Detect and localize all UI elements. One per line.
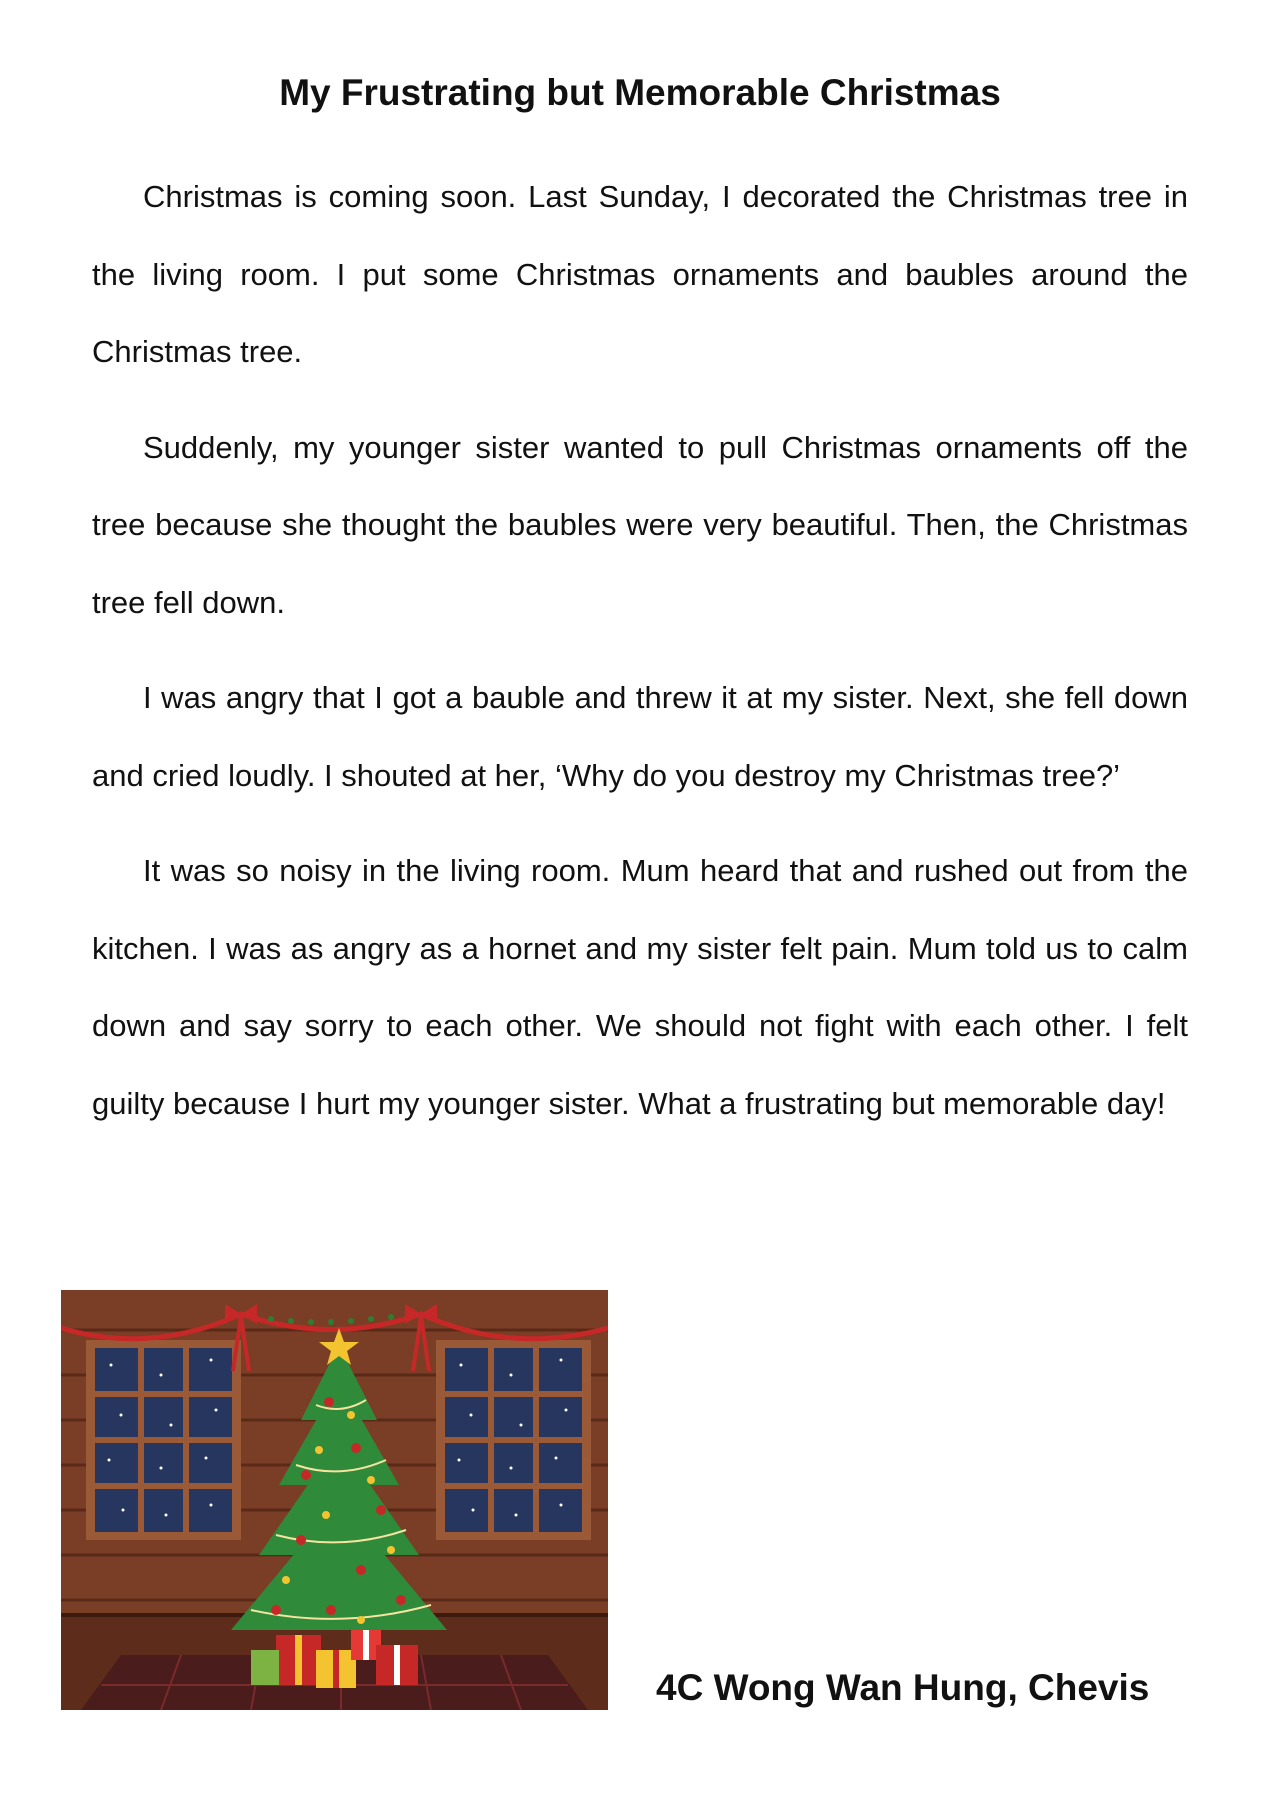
- christmas-tree-illustration: [61, 1290, 608, 1710]
- paragraph: I was angry that I got a bauble and threw it at my sister. Next, she fell down and cried loudly. I shouted at her, ‘Why do you destroy my Christmas tree?’: [92, 680, 1188, 793]
- christmas-scene: [61, 1290, 608, 1710]
- paragraph: Suddenly, my younger sister wanted to pull Christmas ornaments off the tree because she thought the baubles were very beautiful. Then, the Christmas tree fell down.: [92, 429, 1188, 620]
- paragraph: Christmas is coming soon. Last Sunday, I decorated the Christmas tree in the living room. I put some Christmas ornaments and baubles around the Christmas tree.: [92, 179, 1188, 369]
- right-window: [436, 1340, 591, 1540]
- essay-body: [92, 158, 1188, 1160]
- author-name: 4C Wong Wan Hung, Chevis: [656, 1667, 1150, 1708]
- left-window: [86, 1340, 241, 1540]
- paragraph: It was so noisy in the living room. Mum heard that and rushed out from the kitchen. I was as angry as a hornet and my sister felt pain. Mum told us to calm down and say sorry to each other. We should not fight with each other. I felt guilty because I hurt my younger sister. What a frustrating but memorable day!: [92, 853, 1188, 1121]
- page-title: My Frustrating but Memorable Christmas: [279, 72, 1001, 113]
